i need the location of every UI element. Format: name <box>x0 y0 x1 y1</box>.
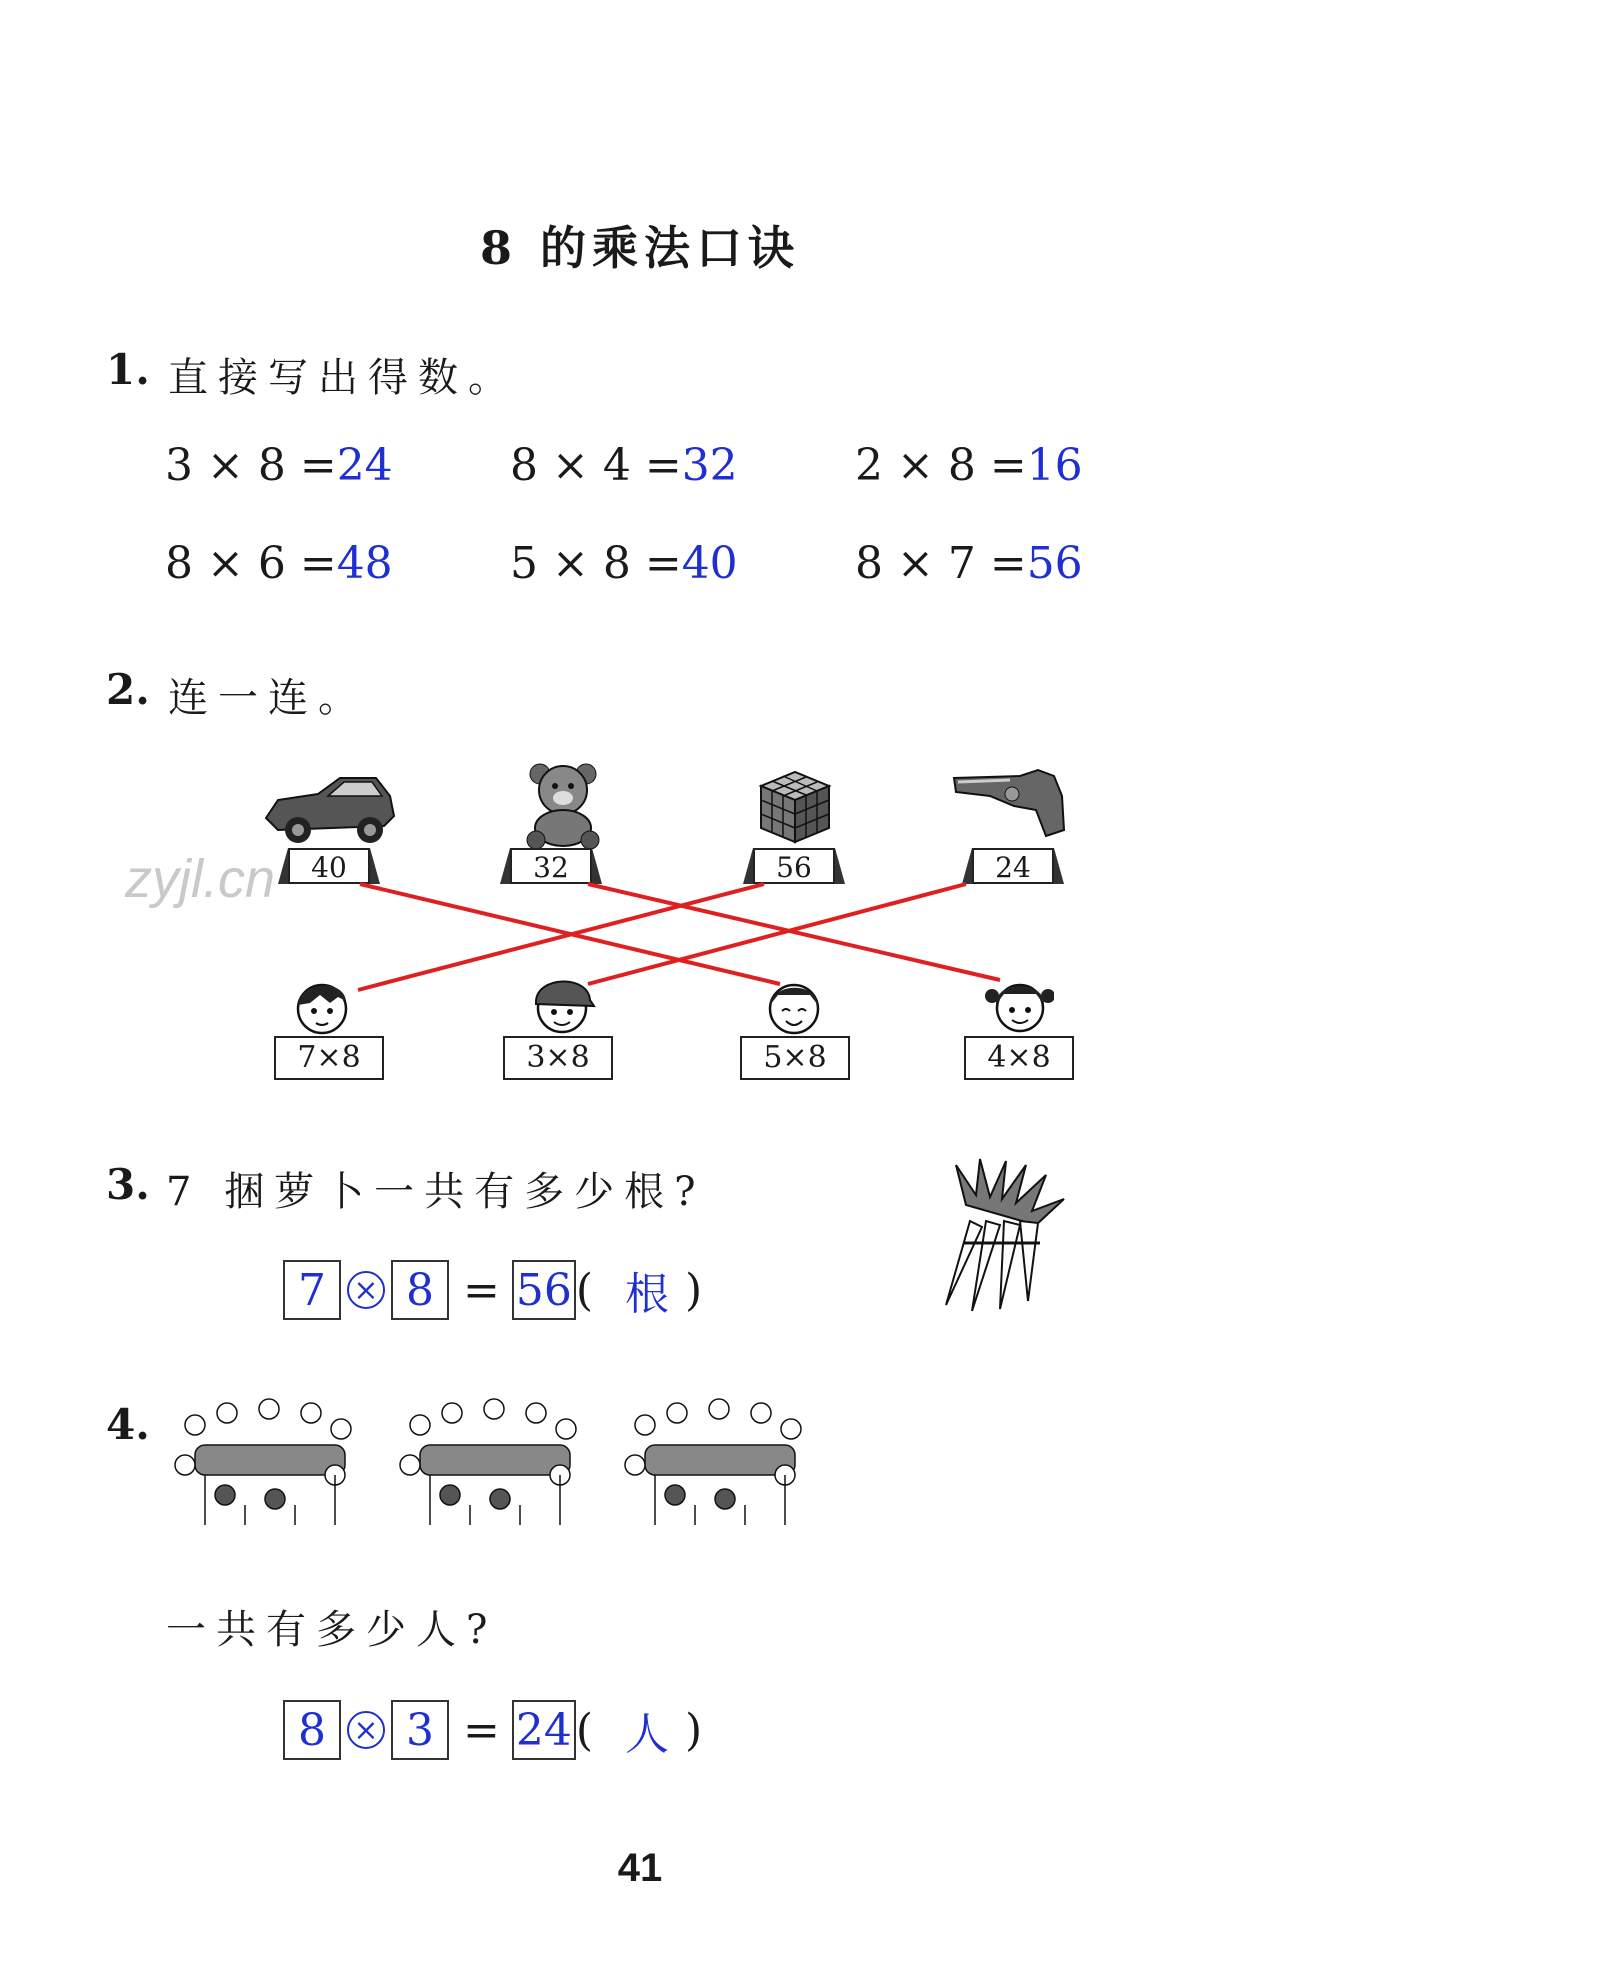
kid-expression-box: 3×8 <box>503 1036 613 1080</box>
q1-instruction: 直接写出得数。 <box>168 355 518 401</box>
q3-question: 7 捆萝卜一共有多少根? <box>166 1169 706 1215</box>
kid-expression-box: 7×8 <box>274 1036 384 1080</box>
q4-number: 4. <box>106 1400 150 1449</box>
q3-equation <box>283 1258 702 1322</box>
toy-value-tag: 24 <box>972 848 1054 884</box>
q1-expr: 8 × 7 = <box>855 538 1027 589</box>
q1-expr: 8 × 4 = <box>510 440 682 491</box>
q3-factor-b: 8 <box>391 1260 449 1320</box>
page-title: 8 的乘法口诀 <box>479 221 801 275</box>
q4-paren-open: ( <box>575 1704 594 1756</box>
q4-factor-b: 3 <box>391 1700 449 1760</box>
boy-face-icon <box>290 975 354 1037</box>
q2-number: 2. <box>106 665 150 714</box>
match-lines <box>0 0 1280 1120</box>
boy-smiling-face-icon <box>762 975 826 1037</box>
q1-number: 1. <box>106 345 150 394</box>
toy-value-tag: 56 <box>753 848 835 884</box>
watermark: zyjl.cn <box>125 849 276 909</box>
q3-number: 3. <box>106 1160 150 1209</box>
kid-expression-box: 5×8 <box>740 1036 850 1080</box>
q1-answer: 56 <box>1026 538 1083 589</box>
girl-face-icon <box>984 972 1054 1036</box>
q4-paren-close: ) <box>685 1704 703 1756</box>
q3-operator: × <box>347 1271 385 1309</box>
q4-question: 一共有多少人? <box>166 1607 498 1653</box>
q1-answer: 24 <box>336 440 393 491</box>
q1-answer: 40 <box>681 538 738 589</box>
boy-cap-face-icon <box>528 970 596 1036</box>
q4-equals: = <box>463 1704 500 1756</box>
q1-expr: 8 × 6 = <box>165 538 337 589</box>
q4-equation <box>283 1698 702 1762</box>
q1-answer: 48 <box>336 538 393 589</box>
q4-result: 24 <box>512 1700 576 1760</box>
children-at-table-icon <box>165 1395 810 1535</box>
page-number: 41 <box>617 1846 663 1890</box>
q3-unit: 根 <box>625 1269 670 1320</box>
q1-answer: 32 <box>681 440 738 491</box>
q4-unit: 人 <box>625 1709 670 1760</box>
q3-equals: = <box>463 1264 500 1316</box>
q4-operator: × <box>347 1711 385 1749</box>
q3-paren-open: ( <box>575 1264 594 1316</box>
q1-expr: 3 × 8 = <box>165 440 337 491</box>
q1-expr: 2 × 8 = <box>855 440 1027 491</box>
q2-instruction: 连一连。 <box>168 675 368 721</box>
toy-value-tag: 40 <box>288 848 370 884</box>
q1-answer: 16 <box>1026 440 1083 491</box>
q4-factor-a: 8 <box>283 1700 341 1760</box>
q1-expr: 5 × 8 = <box>510 538 682 589</box>
q3-factor-a: 7 <box>283 1260 341 1320</box>
carrot-bundle-icon <box>936 1155 1076 1315</box>
q3-paren-close: ) <box>685 1264 703 1316</box>
q3-result: 56 <box>512 1260 576 1320</box>
toy-value-tag: 32 <box>510 848 592 884</box>
kid-expression-box: 4×8 <box>964 1036 1074 1080</box>
